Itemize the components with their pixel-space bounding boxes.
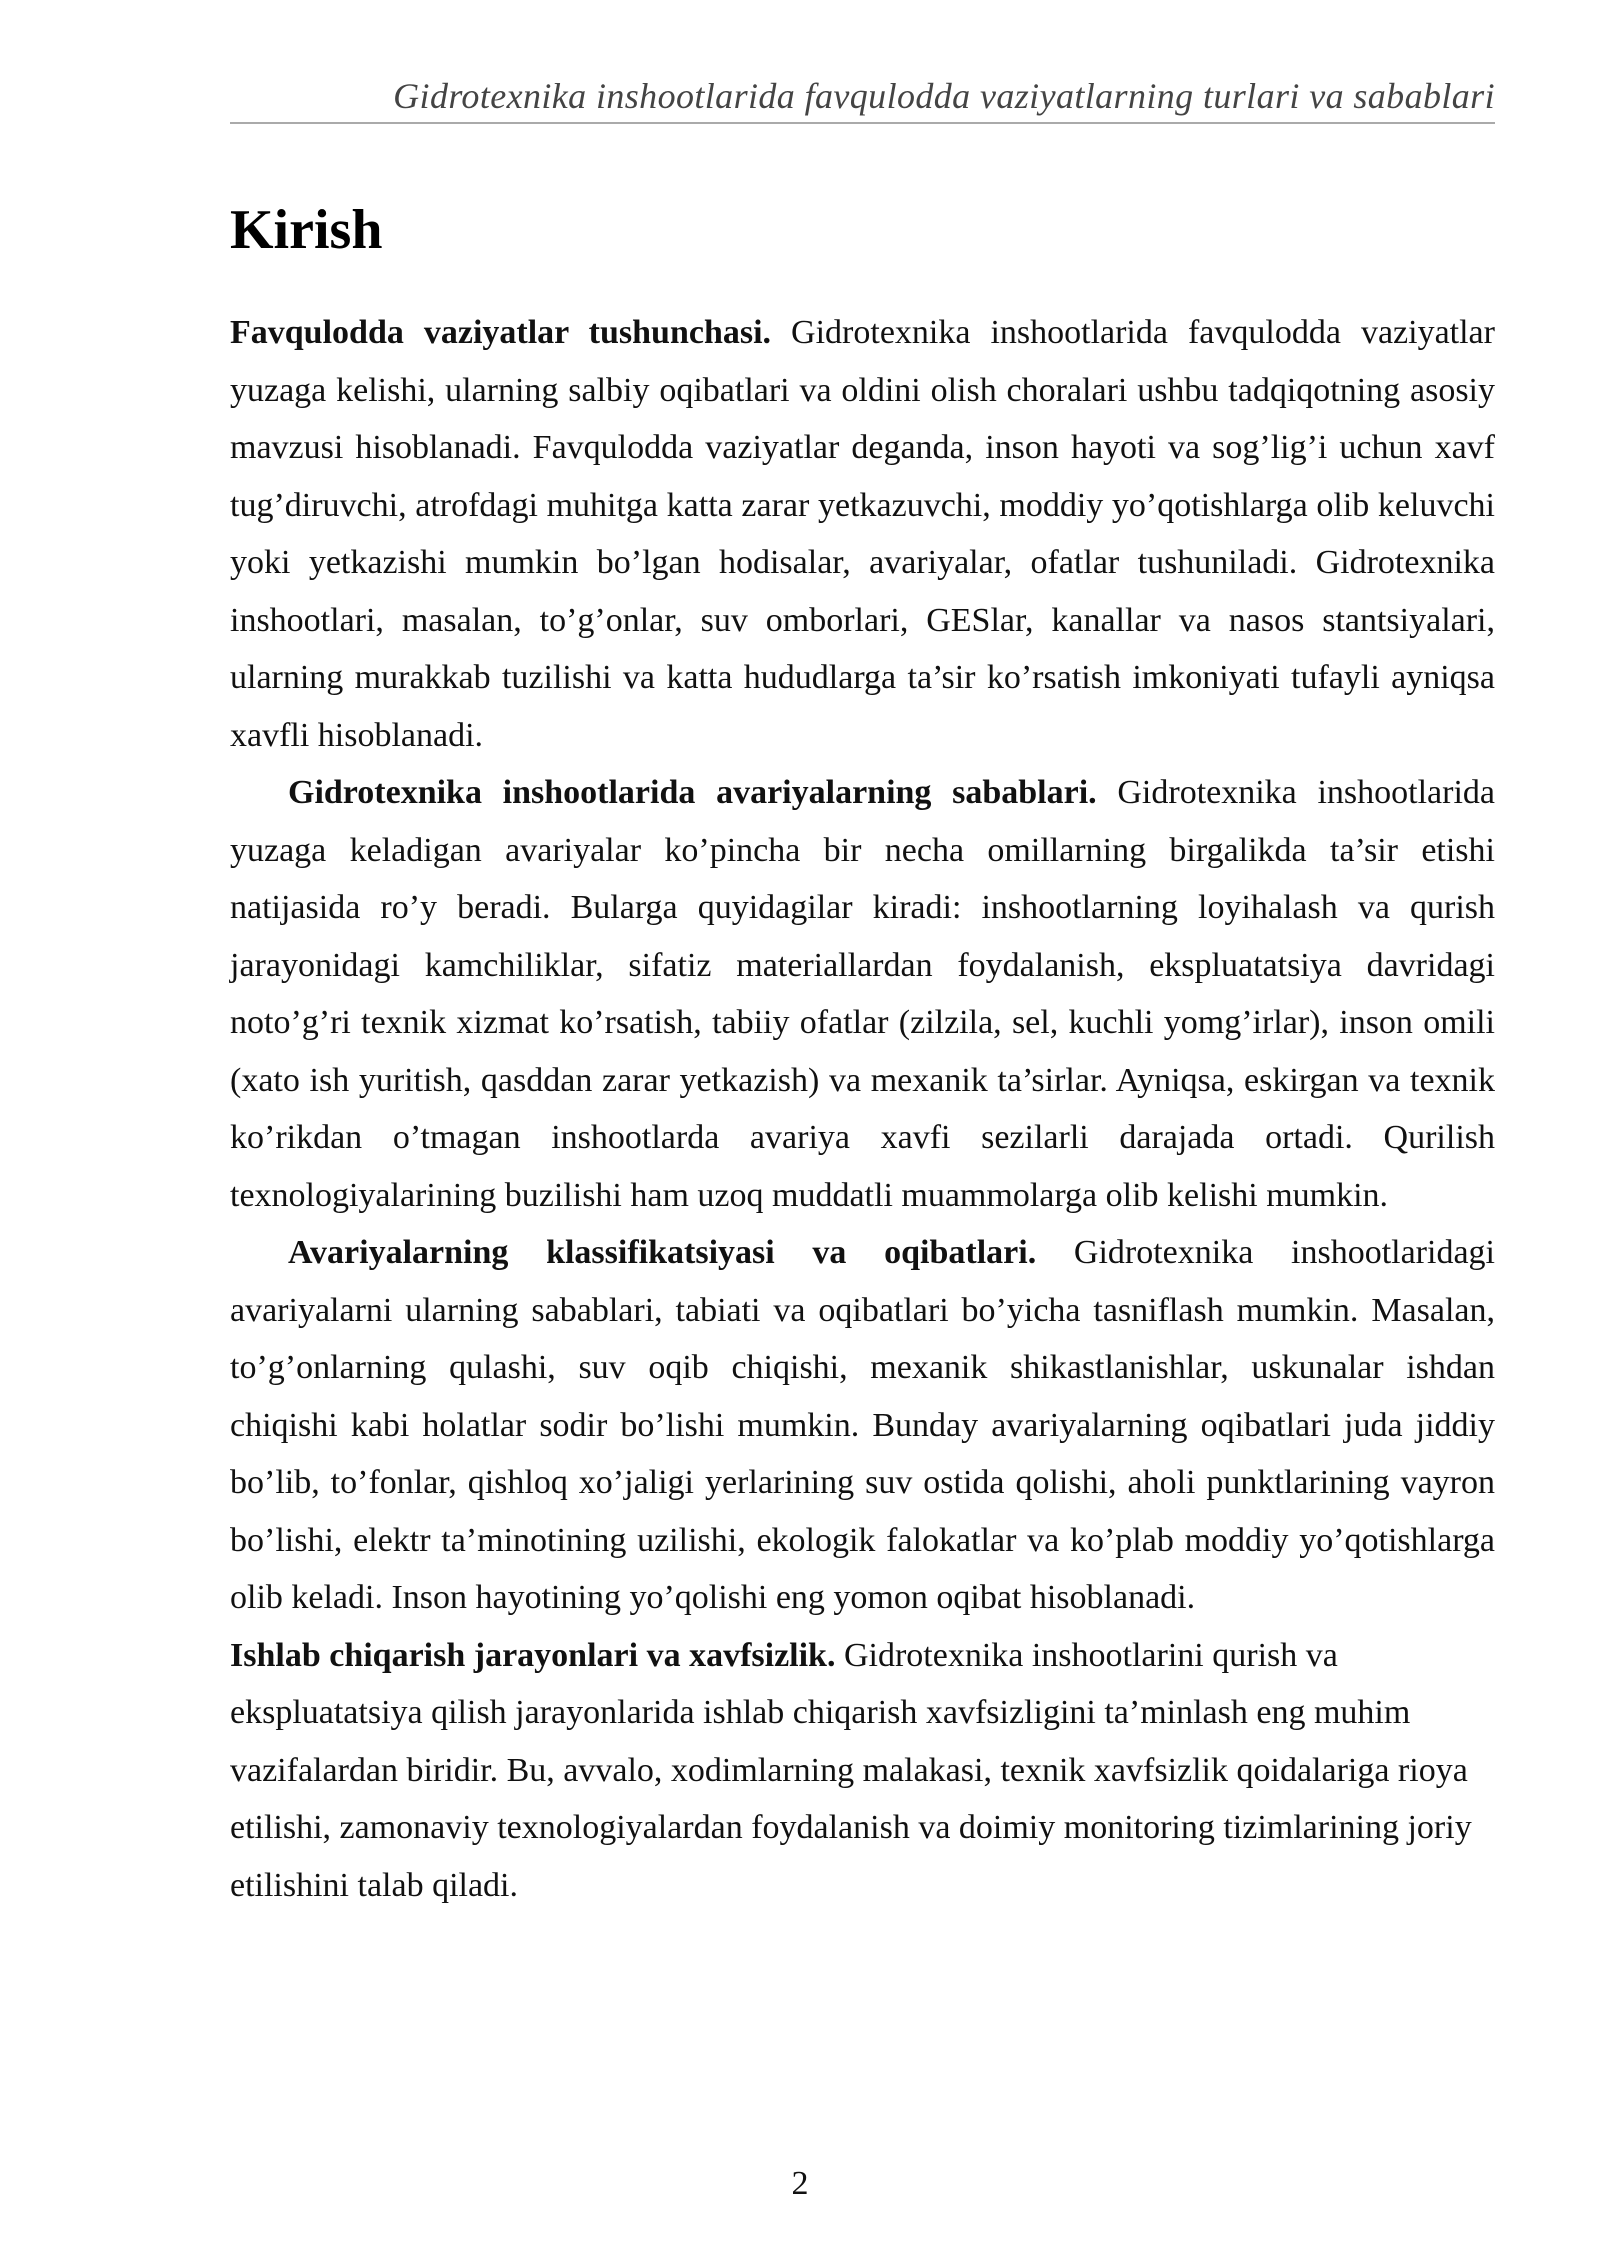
paragraph-accident-classification (230, 1224, 1495, 1627)
paragraph-heading: Ishlab chiqarish jarayonlari va xavfsizlik. (230, 1636, 836, 1674)
paragraph-text: Gidrotexnika inshootlaridagi avariyalarni ularning sabablari, tabiati va oqibatlari bo’yicha tasniflash mumkin. Masalan, to’g’onlarning qulashi, suv oqib chiqishi, mexanik shikastlanishlar, uskunalar ishdan chiqishi kabi holatlar sodir bo’lishi mumkin. Bunday avariyalarning oqibatlari juda jiddiy bo’lib, to’fonlar, qishloq xo’jaligi yerlarining suv ostida qolishi, aholi punktlarining vayron bo’lishi, elektr ta’minotining uzilishi, ekologik falokatlar va ko’plab moddiy yo’qotishlarga olib keladi. Inson hayotining yo’qolishi eng yomon oqibat hisoblanadi. (230, 1234, 1495, 1616)
paragraph-production-safety (230, 1627, 1495, 1915)
paragraph-text: Gidrotexnika inshootlarida yuzaga keladigan avariyalar ko’pincha bir necha omillarning birgalikda ta’sir etishi natijasida ro’y beradi. Bularga quyidagilar kiradi: inshootlarning loyihalash va qurish jarayonidagi kamchiliklar, sifatiz materiallardan foydalanish, ekspluatatsiya davridagi noto’g’ri texnik xizmat ko’rsatish, tabiiy ofatlar (zilzila, sel, kuchli yomg’irlar), inson omili (xato ish yuritish, qasddan zarar yetkazish) va mexanik ta’sirlar. Ayniqsa, eskirgan va texnik ko’rikdan o’tmagan inshootlarda avariya xavfi sezilarli darajada ortadi. Qurilish texnologiyalarining buzilishi ham uzoq muddatli muammolarga olib kelishi mumkin. (230, 774, 1496, 1214)
paragraph-text: Gidrotexnika inshootlarida favqulodda vaziyatlar yuzaga kelishi, ularning salbiy oqibatlari va oldini olish choralari ushbu tadqiqotning asosiy mavzusi hisoblanadi. Favqulodda vaziyatlar deganda, inson hayoti va sog’lig’i uchun xavf tug’diruvchi, atrofdagi muhitga katta zarar yetkazuvchi, moddiy yo’qotishlarga olib keluvchi yoki yetkazishi mumkin bo’lgan hodisalar, avariyalar, ofatlar tushuniladi. Gidrotexnika inshootlari, masalan, to’g’onlar, suv omborlari, GESlar, kanallar va nasos stantsiyalari, ularning murakkab tuzilishi va katta hududlarga ta’sir ko’rsatish imkoniyati tufayli ayniqsa xavfli hisoblanadi. (230, 314, 1495, 754)
body-text (230, 304, 1495, 1914)
paragraph-heading: Gidrotexnika inshootlarida avariyalarning sabablari. (288, 774, 1097, 811)
section-title: Kirish (230, 199, 383, 261)
page-number: 2 (791, 2165, 809, 2202)
running-header: Gidrotexnika inshootlarida favqulodda vaziyatlarning turlari va sabablari (393, 76, 1495, 116)
paragraph-heading: Avariyalarning klassifikatsiyasi va oqibatlari. (288, 1234, 1037, 1271)
paragraph-accident-causes (230, 764, 1495, 1224)
paragraph-text: Gidrotexnika inshootlarini qurish va ekspluatatsiya qilish jarayonlarida ishlab chiqarish xavfsizligini ta’minlash eng muhim vazifalardan biridir. Bu, avvalo, xodimlarning malakasi, texnik xavfsizlik qoidalariga rioya etilishi, zamonaviy texnologiyalardan foydalanish va doimiy monitoring tizimlarining joriy etilishini talab qiladi. (230, 1636, 1472, 1904)
header-divider (230, 122, 1495, 124)
paragraph-heading: Favqulodda vaziyatlar tushunchasi. (230, 314, 772, 351)
paragraph-emergency-concept (230, 304, 1495, 764)
